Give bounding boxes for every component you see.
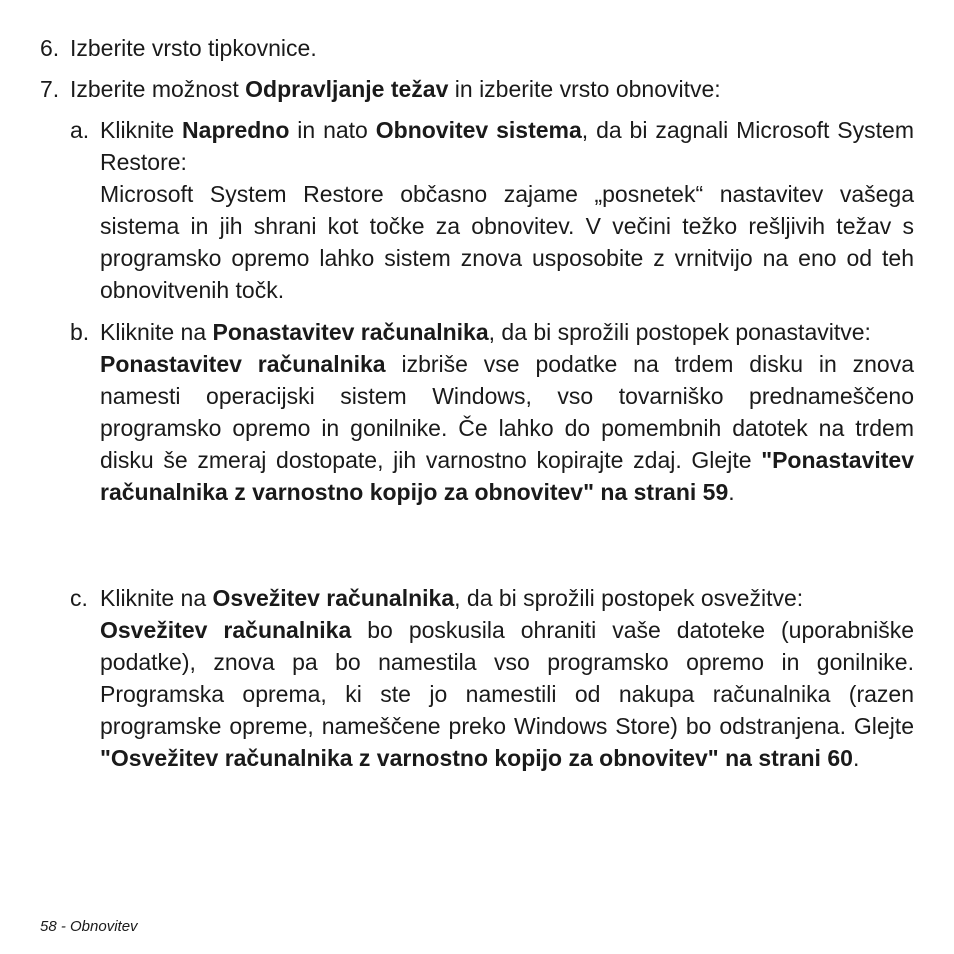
sub-item-instruction bbox=[100, 114, 914, 178]
sub-item-marker: b. bbox=[70, 319, 90, 345]
instruction-bold: Ponastavitev računalnika bbox=[212, 319, 489, 345]
instruction-bold: Obnovitev sistema bbox=[375, 117, 582, 143]
list-item-text: Izberite vrsto tipkovnice. bbox=[70, 35, 317, 61]
sub-item-description bbox=[100, 348, 914, 508]
instruction-bold: Napredno bbox=[182, 117, 290, 143]
cross-reference: "Ponastavitev računalnika z varnostno kopijo za obnovitev" na strani 59 bbox=[100, 447, 914, 505]
instruction-text: , da bi sprožili postopek osvežitve: bbox=[454, 585, 804, 611]
sub-item-body bbox=[100, 114, 914, 306]
instruction-text: Kliknite na bbox=[100, 319, 213, 345]
list-marker: 7. bbox=[40, 76, 60, 102]
instruction-text: Kliknite na bbox=[100, 585, 213, 611]
sub-item-c bbox=[70, 582, 914, 774]
sub-item-body bbox=[100, 316, 914, 508]
sub-item-instruction bbox=[100, 316, 914, 348]
sub-item-description bbox=[100, 614, 914, 774]
instruction-text: , da bi sprožili postopek ponastavitve: bbox=[488, 319, 871, 345]
sub-item-a bbox=[70, 114, 914, 306]
page-footer: 58 - Obnovitev bbox=[40, 918, 138, 935]
cross-reference: "Osvežitev računalnika z varnostno kopijo za obnovitev" na strani 60 bbox=[100, 745, 853, 771]
description-text: . bbox=[728, 479, 735, 505]
description-bold: Osvežitev računalnika bbox=[100, 617, 352, 643]
list-item-text-pre: Izberite možnost bbox=[70, 76, 246, 102]
sub-item-description: Microsoft System Restore občasno zajame „posnetek“ nastavitev vašega sistema in jih shrani kot točke za obnovitev. V večini težko rešljivih težav s programsko opremo lahko sistem znova usposobite z vrnitvijo na eno od teh obnovitvenih točk. bbox=[100, 181, 914, 303]
instruction-text: , da bi zagnali Microsoft System Restore: bbox=[100, 117, 914, 175]
sub-item-instruction bbox=[100, 582, 914, 614]
list-item-6 bbox=[40, 32, 914, 64]
list-marker: 6. bbox=[40, 35, 60, 61]
sub-item-b bbox=[70, 316, 914, 508]
sub-item-marker: c. bbox=[70, 585, 88, 611]
list-item-text-post: in izberite vrsto obnovitve: bbox=[448, 76, 721, 102]
instruction-text: in nato bbox=[289, 117, 376, 143]
description-bold: Ponastavitev računalnika bbox=[100, 351, 386, 377]
description-text: . bbox=[852, 745, 860, 771]
instruction-text: Kliknite bbox=[100, 117, 183, 143]
sub-item-body bbox=[100, 582, 914, 774]
list-item-text-bold: Odpravljanje težav bbox=[245, 76, 449, 102]
list-item-7 bbox=[40, 73, 914, 105]
sub-item-marker: a. bbox=[70, 117, 90, 143]
description-text: izbriše vse podatke na trdem disku in znova namesti operacijski sistem Windows, vso tovarniško prednameščeno programsko opremo in gonilnike. Če lahko do pomembnih datotek na trdem disku še zmeraj dostopate, jih varnostno kopirajte zdaj. Glejte bbox=[100, 351, 914, 473]
description-text: bo poskusila ohraniti vaše datoteke (uporabniške podatke), znova pa bo namestila vso programsko opremo in gonilnike. Programska oprema, ki ste jo namestili od nakupa računalnika (razen programske opreme, nameščene preko Windows Store) bo odstranjena. Glejte bbox=[100, 617, 914, 739]
instruction-bold: Osvežitev računalnika bbox=[212, 585, 455, 611]
